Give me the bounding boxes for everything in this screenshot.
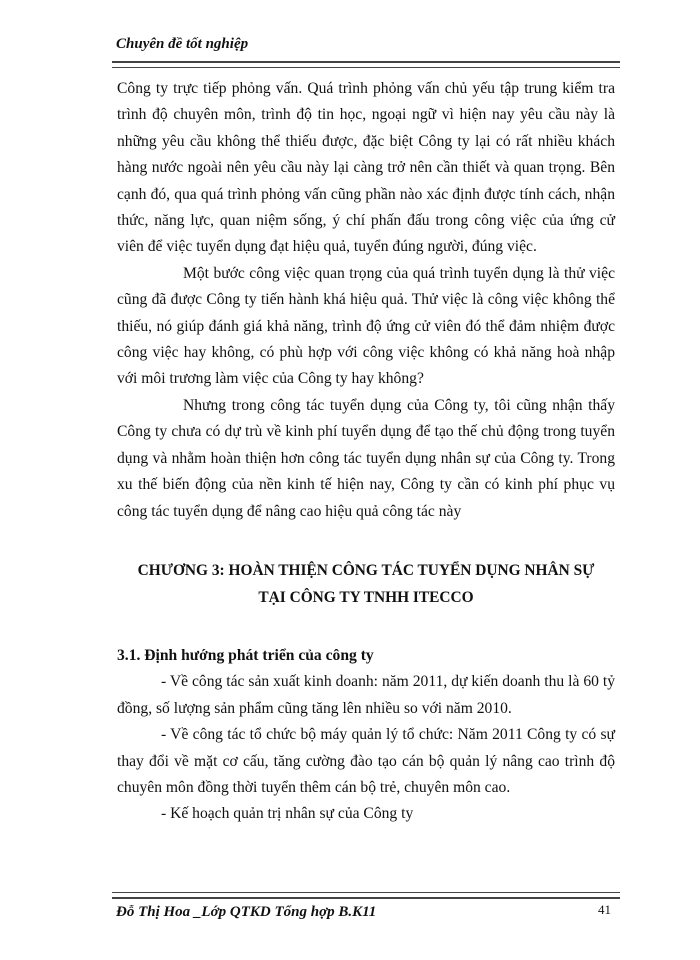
section-item-1: - Về công tác sản xuất kinh doanh: năm 2011, dự kiến doanh thu là 60 tỷ đồng, số lượng sản phẩm cũng tăng lên nhiều so với năm 2010. bbox=[117, 673, 615, 717]
footer-rule bbox=[112, 892, 620, 899]
paragraph-1: Công ty trực tiếp phỏng vấn. Quá trình phỏng vấn chủ yếu tập trung kiểm tra trình độ chuyên môn, trình độ tin học, ngoại ngữ vì hiện nay yêu cầu này là những yêu cầu không thể thiếu được, đặc biệt Công ty lại có rất nhiều khách hàng nước ngoài nên yêu cầu này lại càng trở nên cần thiết và quan trọng. Bên cạnh đó, qua quá trình phỏng vấn cũng phần nào xác định được tính cách, nhận thức, năng lực, quan niệm sống, ý chí phấn đấu trong công việc của ứng cử viên để việc tuyển dụng đạt hiệu quả, tuyển đúng người, đúng việc. bbox=[117, 80, 615, 256]
chapter-heading-line-1: CHƯƠNG 3: HOÀN THIỆN CÔNG TÁC TUYỂN DỤNG NHÂN SỰ bbox=[137, 561, 595, 579]
section-item-2: - Về công tác tổ chức bộ máy quản lý tổ chức: Năm 2011 Công ty có sự thay đổi về mặt cơ cấu, tăng cường đào tạo cán bộ quản lý nâng cao trình độ chuyên môn đồng thời tuyển thêm cán bộ trẻ, chuyên môn cao. bbox=[117, 726, 615, 796]
chapter-heading-line-2: TẠI CÔNG TY TNHH ITECCO bbox=[258, 588, 474, 606]
footer-author: Đỗ Thị Hoa _Lớp QTKD Tổng hợp B.K11 bbox=[116, 904, 377, 920]
section-heading: 3.1. Định hướng phát triển của công ty bbox=[117, 646, 374, 664]
section-item-3: - Kế hoạch quản trị nhân sự của Công ty bbox=[161, 805, 414, 823]
page-body bbox=[117, 76, 615, 828]
page-header-title: Chuyên đề tốt nghiệp bbox=[116, 36, 249, 52]
paragraph-2: Một bước công việc quan trọng của quá trình tuyển dụng là thử việc cũng đã được Công ty tiến hành khá hiệu quả. Thử việc là công việc không thể thiếu, nó giúp đánh giá khả năng, trình độ ứng cử viên đó thể đảm nhiệm được công việc hay không, có phù hợp với công việc không có khả năng hoà nhập với môi trương làm việc của Công ty hay không? bbox=[117, 264, 615, 388]
chapter-heading bbox=[117, 557, 615, 611]
paragraph-3: Nhưng trong công tác tuyển dụng của Công ty, tôi cũng nhận thấy Công ty chưa có dự trù về kinh phí tuyển dụng để tạo thế chủ động trong tuyển dụng và nhằm hoàn thiện hơn công tác tuyển dụng nhân sự của Công ty. Trong xu thế biến động của nền kinh tế hiện nay, Công ty cần có kinh phí phục vụ công tác tuyển dụng để nâng cao hiệu quả công tác này bbox=[117, 396, 615, 520]
header-rule bbox=[112, 61, 620, 68]
page-number: 41 bbox=[598, 902, 611, 917]
